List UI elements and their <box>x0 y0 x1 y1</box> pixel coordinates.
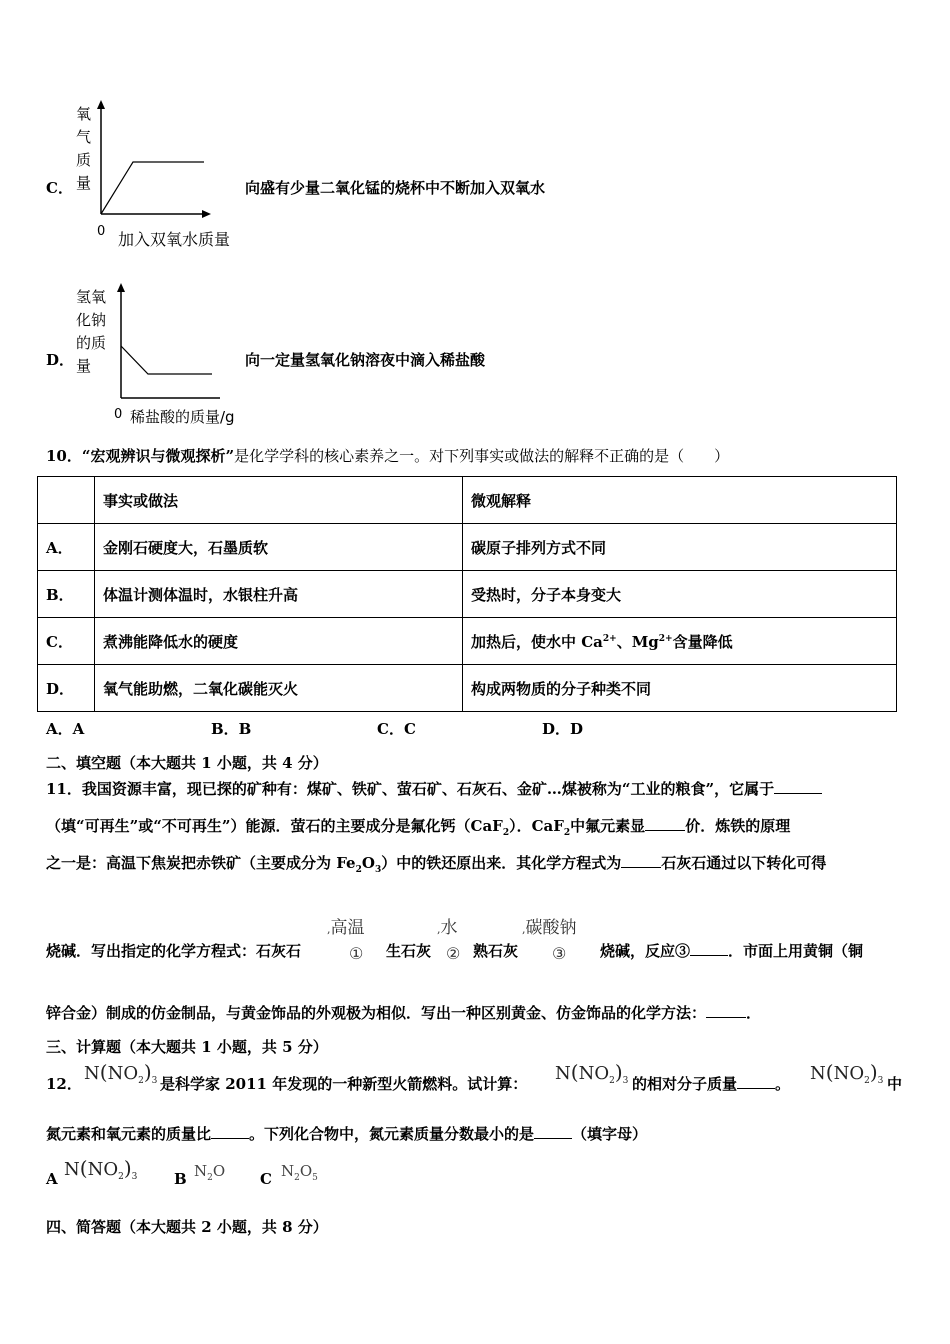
subscript: 3 <box>151 1076 158 1086</box>
answer-blank[interactable] <box>706 1003 746 1018</box>
formula-n-no2-3: $N(NO_2)_3$ <box>555 1060 629 1086</box>
table-row <box>38 571 897 618</box>
formula-part: N <box>64 1159 80 1180</box>
y-label-char: 质 <box>76 151 92 169</box>
option-d-graph <box>100 280 230 410</box>
x-arrow <box>202 210 211 218</box>
condition-text: 碳酸钠 <box>525 918 577 938</box>
option-d-label: D． <box>46 351 75 369</box>
formula-part: NO <box>833 1063 865 1084</box>
q11-line5 <box>46 1002 761 1023</box>
subscript: 2 <box>207 1173 213 1183</box>
q11-text: ． <box>746 1004 762 1022</box>
subscript: 2 <box>502 828 510 838</box>
q12-text4: 中 <box>887 1075 903 1093</box>
answer-blank[interactable] <box>774 779 822 794</box>
q10-number: 10． <box>46 447 82 465</box>
option-c-y-label <box>76 103 91 195</box>
option-a-formula: $N(NO_2)_3$ <box>64 1156 138 1182</box>
option-c-x-label: 加入双氧水质量 <box>118 230 231 249</box>
q10-choice-d: D．D <box>542 720 584 738</box>
option-d-y-label <box>76 286 106 378</box>
q11-line1 <box>46 778 822 799</box>
row-explain <box>463 618 897 665</box>
section-heading: 三、计算题（本大题共 1 小题，共 5 分） <box>46 1038 328 1056</box>
q12-text: 氮元素和氧元素的质量比 <box>46 1125 212 1143</box>
y-label-char: 的质 <box>76 334 107 352</box>
step-1: ① <box>349 944 364 963</box>
subscript: 2 <box>864 1076 870 1086</box>
q12-text: 。 <box>775 1075 791 1093</box>
formula-n-no2-3: $N(NO_2)_3$ <box>84 1060 158 1086</box>
answer-blank[interactable] <box>737 1074 775 1089</box>
section-heading: 四、简答题（本大题共 2 小题，共 8 分） <box>46 1218 328 1236</box>
q11-text: 中氟元素显 <box>570 817 646 835</box>
answer-blank[interactable] <box>211 1124 249 1139</box>
q10-choice-a: A．A <box>46 720 85 738</box>
q11-text: 11．我国资源丰富，现已探的矿种有：煤矿、铁矿、萤石矿、石灰石、金矿…煤被称为“工业的粮食”，它属于 <box>46 780 775 798</box>
charge-sup: 2+ <box>602 633 617 644</box>
q11-text: 石灰石通过以下转化可得 <box>661 854 827 872</box>
q11-text: 烧碱，反应③ <box>600 942 691 960</box>
table-header-cell <box>38 477 95 524</box>
q11-text: ）中的铁还原出来．其化学方程式为 <box>381 854 622 872</box>
curve <box>121 346 212 374</box>
subscript: 2 <box>294 1173 300 1183</box>
y-label-char: 氧 <box>76 105 92 123</box>
q12-text: 的相对分子质量 <box>632 1075 738 1093</box>
q12-number: 12． <box>46 1075 82 1093</box>
q11-line3 <box>46 852 826 875</box>
formula-part: N <box>194 1162 208 1180</box>
q11-line4-c: 熟石灰 <box>473 942 519 960</box>
formula-part: NO <box>87 1159 119 1180</box>
table-header-cell: 事实或做法 <box>95 477 463 524</box>
subscript: 2 <box>355 865 362 875</box>
table-header-cell: 微观解释 <box>463 477 897 524</box>
y-label-char: 气 <box>76 128 92 146</box>
subscript: 5 <box>312 1173 318 1183</box>
row-label: C． <box>38 618 95 665</box>
q10-highlight: “宏观辨识与微观探析” <box>81 447 235 465</box>
formula-n-no2-3: $N(NO_2)_3$ <box>810 1060 884 1086</box>
q12-text2 <box>632 1073 790 1094</box>
formula-part: N <box>810 1063 826 1084</box>
table-row <box>38 665 897 712</box>
option-d-description: 向一定量氢氧化钠溶夜中滴入稀盐酸 <box>245 351 486 369</box>
q11-line4-d <box>600 940 863 961</box>
explain-part: 加热后，使水中 Ca <box>471 632 603 651</box>
step-2: ② <box>446 944 461 963</box>
formula-part: N <box>84 1063 100 1084</box>
formula-part: NO <box>578 1063 610 1084</box>
row-label: D． <box>38 665 95 712</box>
q11-text: 之一是：高温下焦炭把赤铁矿（主要成分为 Fe <box>46 854 356 872</box>
explain-part: 、Mg <box>616 632 659 651</box>
q12-text1: 是科学家 2011 年发现的一种新型火箭燃料。试计算： <box>160 1075 528 1093</box>
step-3: ③ <box>552 944 567 963</box>
q10-stem-text: 是化学学科的核心素养之一。对下列事实或做法的解释不正确的是（ ） <box>234 447 730 465</box>
formula-part: N <box>281 1162 295 1180</box>
explain-part: 含量降低 <box>672 632 733 651</box>
q10-table <box>37 476 897 712</box>
row-fact: 金刚石硬度大，石墨质软 <box>95 524 463 571</box>
q11-line4-b: 生石灰 <box>386 942 432 960</box>
q11-line4-a: 烧碱．写出指定的化学方程式：石灰石 <box>46 942 302 960</box>
q12-line2 <box>46 1123 647 1144</box>
row-explain: 构成两物质的分子种类不同 <box>463 665 897 712</box>
subscript: 2 <box>563 828 571 838</box>
y-label-char: 化钠 <box>76 311 107 329</box>
row-label: B． <box>38 571 95 618</box>
row-explain: 碳原子排列方式不同 <box>463 524 897 571</box>
q10-choice-c: C．C <box>377 720 416 738</box>
table-row <box>38 524 897 571</box>
formula-part: N <box>555 1063 571 1084</box>
answer-blank[interactable] <box>645 816 685 831</box>
table-header-row <box>38 477 897 524</box>
formula-part: O <box>299 1162 313 1180</box>
option-c-label: C． <box>46 179 73 197</box>
q10-choice-b: B．B <box>211 720 252 738</box>
subscript: 3 <box>877 1076 884 1086</box>
charge-sup: 2+ <box>658 633 673 644</box>
section-heading: 二、填空题（本大题共 1 小题，共 4 分） <box>46 754 328 772</box>
row-label: A． <box>38 524 95 571</box>
q12-option-c-label: C <box>260 1170 272 1188</box>
q11-text: 锌合金）制成的仿金制品，与黄金饰品的外观极为相似．写出一种区别黄金、仿金饰品的化学方法： <box>46 1004 707 1022</box>
row-explain: 受热时，分子本身变大 <box>463 571 897 618</box>
formula-part: O <box>212 1162 226 1180</box>
row-fact: 煮沸能降低水的硬度 <box>95 618 463 665</box>
q11-text: ．市面上用黄铜（铜 <box>728 942 864 960</box>
option-c-description: 向盛有少量二氧化锰的烧杯中不断加入双氧水 <box>245 179 546 197</box>
q12-option-b-label: B <box>174 1170 187 1188</box>
q12-text: （填字母） <box>572 1125 648 1143</box>
y-label-char: 量 <box>76 174 92 192</box>
q12-option-a-label: A <box>46 1170 58 1188</box>
option-d-x-label: 稀盐酸的质量/g <box>130 408 235 426</box>
condition-1: ,高温 <box>327 918 365 938</box>
answer-blank[interactable] <box>690 941 728 956</box>
option-d-origin: 0 <box>114 407 123 422</box>
answer-blank[interactable] <box>621 853 661 868</box>
condition-text: 水 <box>440 918 458 938</box>
subscript: 2 <box>609 1076 615 1086</box>
condition-text: 高温 <box>330 918 365 938</box>
subscript: 3 <box>622 1076 629 1086</box>
row-fact: 氧气能助燃，二氧化碳能灭火 <box>95 665 463 712</box>
q11-text: （填“可再生”或“不可再生”）能源．萤石的主要成分是氟化钙（CaF <box>46 817 503 835</box>
option-c-formula <box>281 1162 318 1183</box>
q11-line2 <box>46 815 790 838</box>
y-label-char: 氢氧 <box>76 288 107 306</box>
subscript: 2 <box>138 1076 144 1086</box>
q11-text: 价．炼铁的原理 <box>685 817 791 835</box>
condition-3: ,碳酸钠 <box>522 918 577 938</box>
table-row <box>38 618 897 665</box>
y-arrow <box>117 283 125 292</box>
subscript: 3 <box>131 1172 138 1182</box>
q11-text: ）．CaF <box>509 817 564 835</box>
condition-2: ,水 <box>437 918 458 938</box>
y-label-char: 量 <box>76 357 92 375</box>
formula-part: NO <box>107 1063 139 1084</box>
q12-text: 。下列化合物中，氮元素质量分数最小的是 <box>249 1125 535 1143</box>
curve <box>101 162 204 214</box>
option-c-origin: 0 <box>97 224 106 239</box>
y-arrow <box>97 100 105 109</box>
q11-text: O <box>361 854 375 872</box>
subscript: 3 <box>374 865 382 875</box>
answer-blank[interactable] <box>534 1124 572 1139</box>
subscript: 2 <box>118 1172 124 1182</box>
row-fact: 体温计测体温时，水银柱升高 <box>95 571 463 618</box>
q10-stem <box>46 445 729 466</box>
option-b-formula <box>194 1162 225 1183</box>
